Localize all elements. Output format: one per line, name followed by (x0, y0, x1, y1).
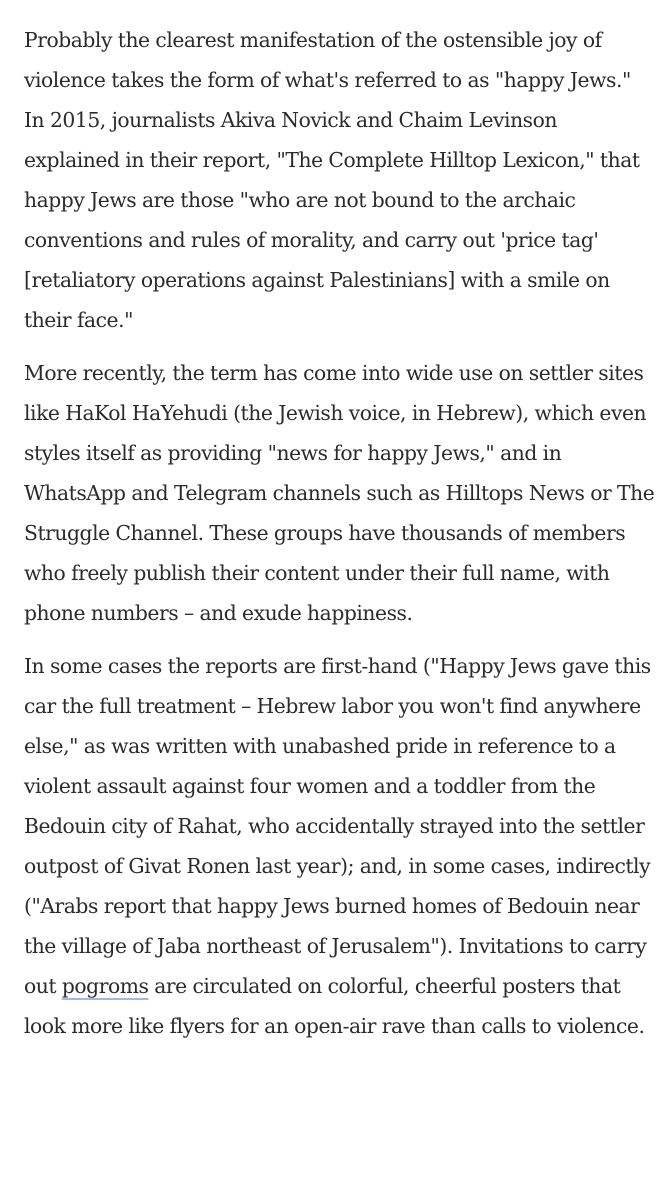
article-body (24, 20, 656, 1059)
paragraph-reports-text-before: In some cases the reports are first-hand ("Happy Jews gave this car the full treatment – Hebrew labor you won't find anywhere else," as was written with unabashed pride in reference to a violent assault against four women and a toddler from the Bedouin city of Rahat, who accidentally strayed into the settler outpost of Givat Ronen last year); and, in some cases, indirectly ("Arabs report that happy Jews burned homes of Bedouin near the village of Jaba northeast of Jerusalem"). Invitations to carry out (24, 654, 651, 998)
paragraph-reports (24, 646, 656, 1046)
paragraph-reports-text-after: are circulated on colorful, cheerful posters that look more like flyers for an open-air rave than calls to violence. (24, 974, 645, 1038)
paragraph-settler-sites: More recently, the term has come into wide use on settler sites like HaKol HaYehudi (the Jewish voice, in Hebrew), which even styles itself as providing "news for happy Jews," and in WhatsApp and Telegram channels such as Hilltops News or The Struggle Channel. These groups have thousands of members who freely publish their content under their full name, with phone numbers – and exude happiness. (24, 361, 655, 625)
pogroms-link[interactable]: pogroms (61, 974, 149, 998)
paragraph-happy-jews-definition: Probably the clearest manifestation of the ostensible joy of violence takes the form of what's referred to as "happy Jews." In 2015, journalists Akiva Novick and Chaim Levinson explained in their report, "The Complete Hilltop Lexicon," that happy Jews are those "who are not bound to the archaic conventions and rules of morality, and carry out 'price tag' [retaliatory operations against Palestinians] with a smile on their face." (24, 28, 640, 332)
